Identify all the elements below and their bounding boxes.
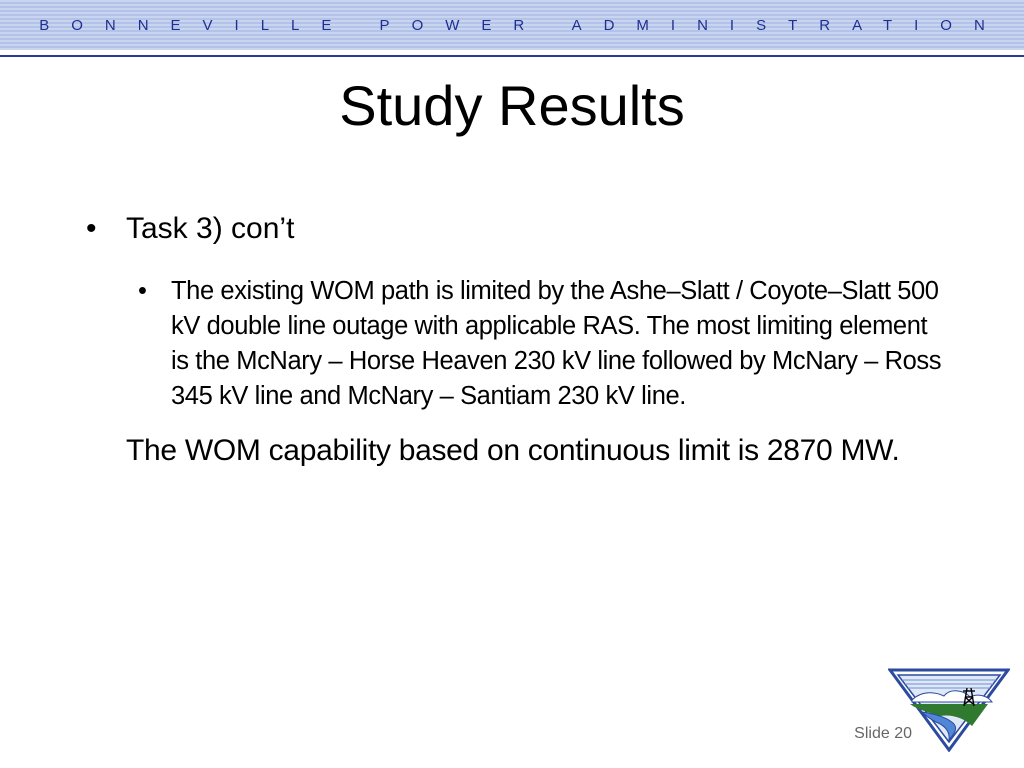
slide-number: Slide 20 — [854, 725, 912, 742]
sub-bullet-marker: • — [138, 277, 147, 305]
bullet-item — [84, 208, 944, 250]
sub-bullet-item — [126, 274, 951, 414]
slide-body — [84, 208, 944, 470]
organization-name: BONNEVILLE POWER ADMINISTRATION — [39, 16, 1007, 34]
header-divider — [0, 55, 1024, 57]
header-band — [0, 0, 1024, 50]
slide-title: Study Results — [339, 74, 685, 137]
bullet-text: Task 3) con’t — [126, 212, 295, 245]
bullet-marker: • — [86, 212, 97, 245]
summary-paragraph: The WOM capability based on continuous limit is 2870 MW. — [126, 434, 900, 467]
sub-bullet-text: The existing WOM path is limited by the Ashe–Slatt / Coyote–Slatt 500 kV double line outage with applicable RAS. The most limiting element is the McNary – Horse Heaven 230 kV line followed by McNary – Ross 345 kV line and McNary – Santiam 230 kV line. — [171, 277, 942, 410]
